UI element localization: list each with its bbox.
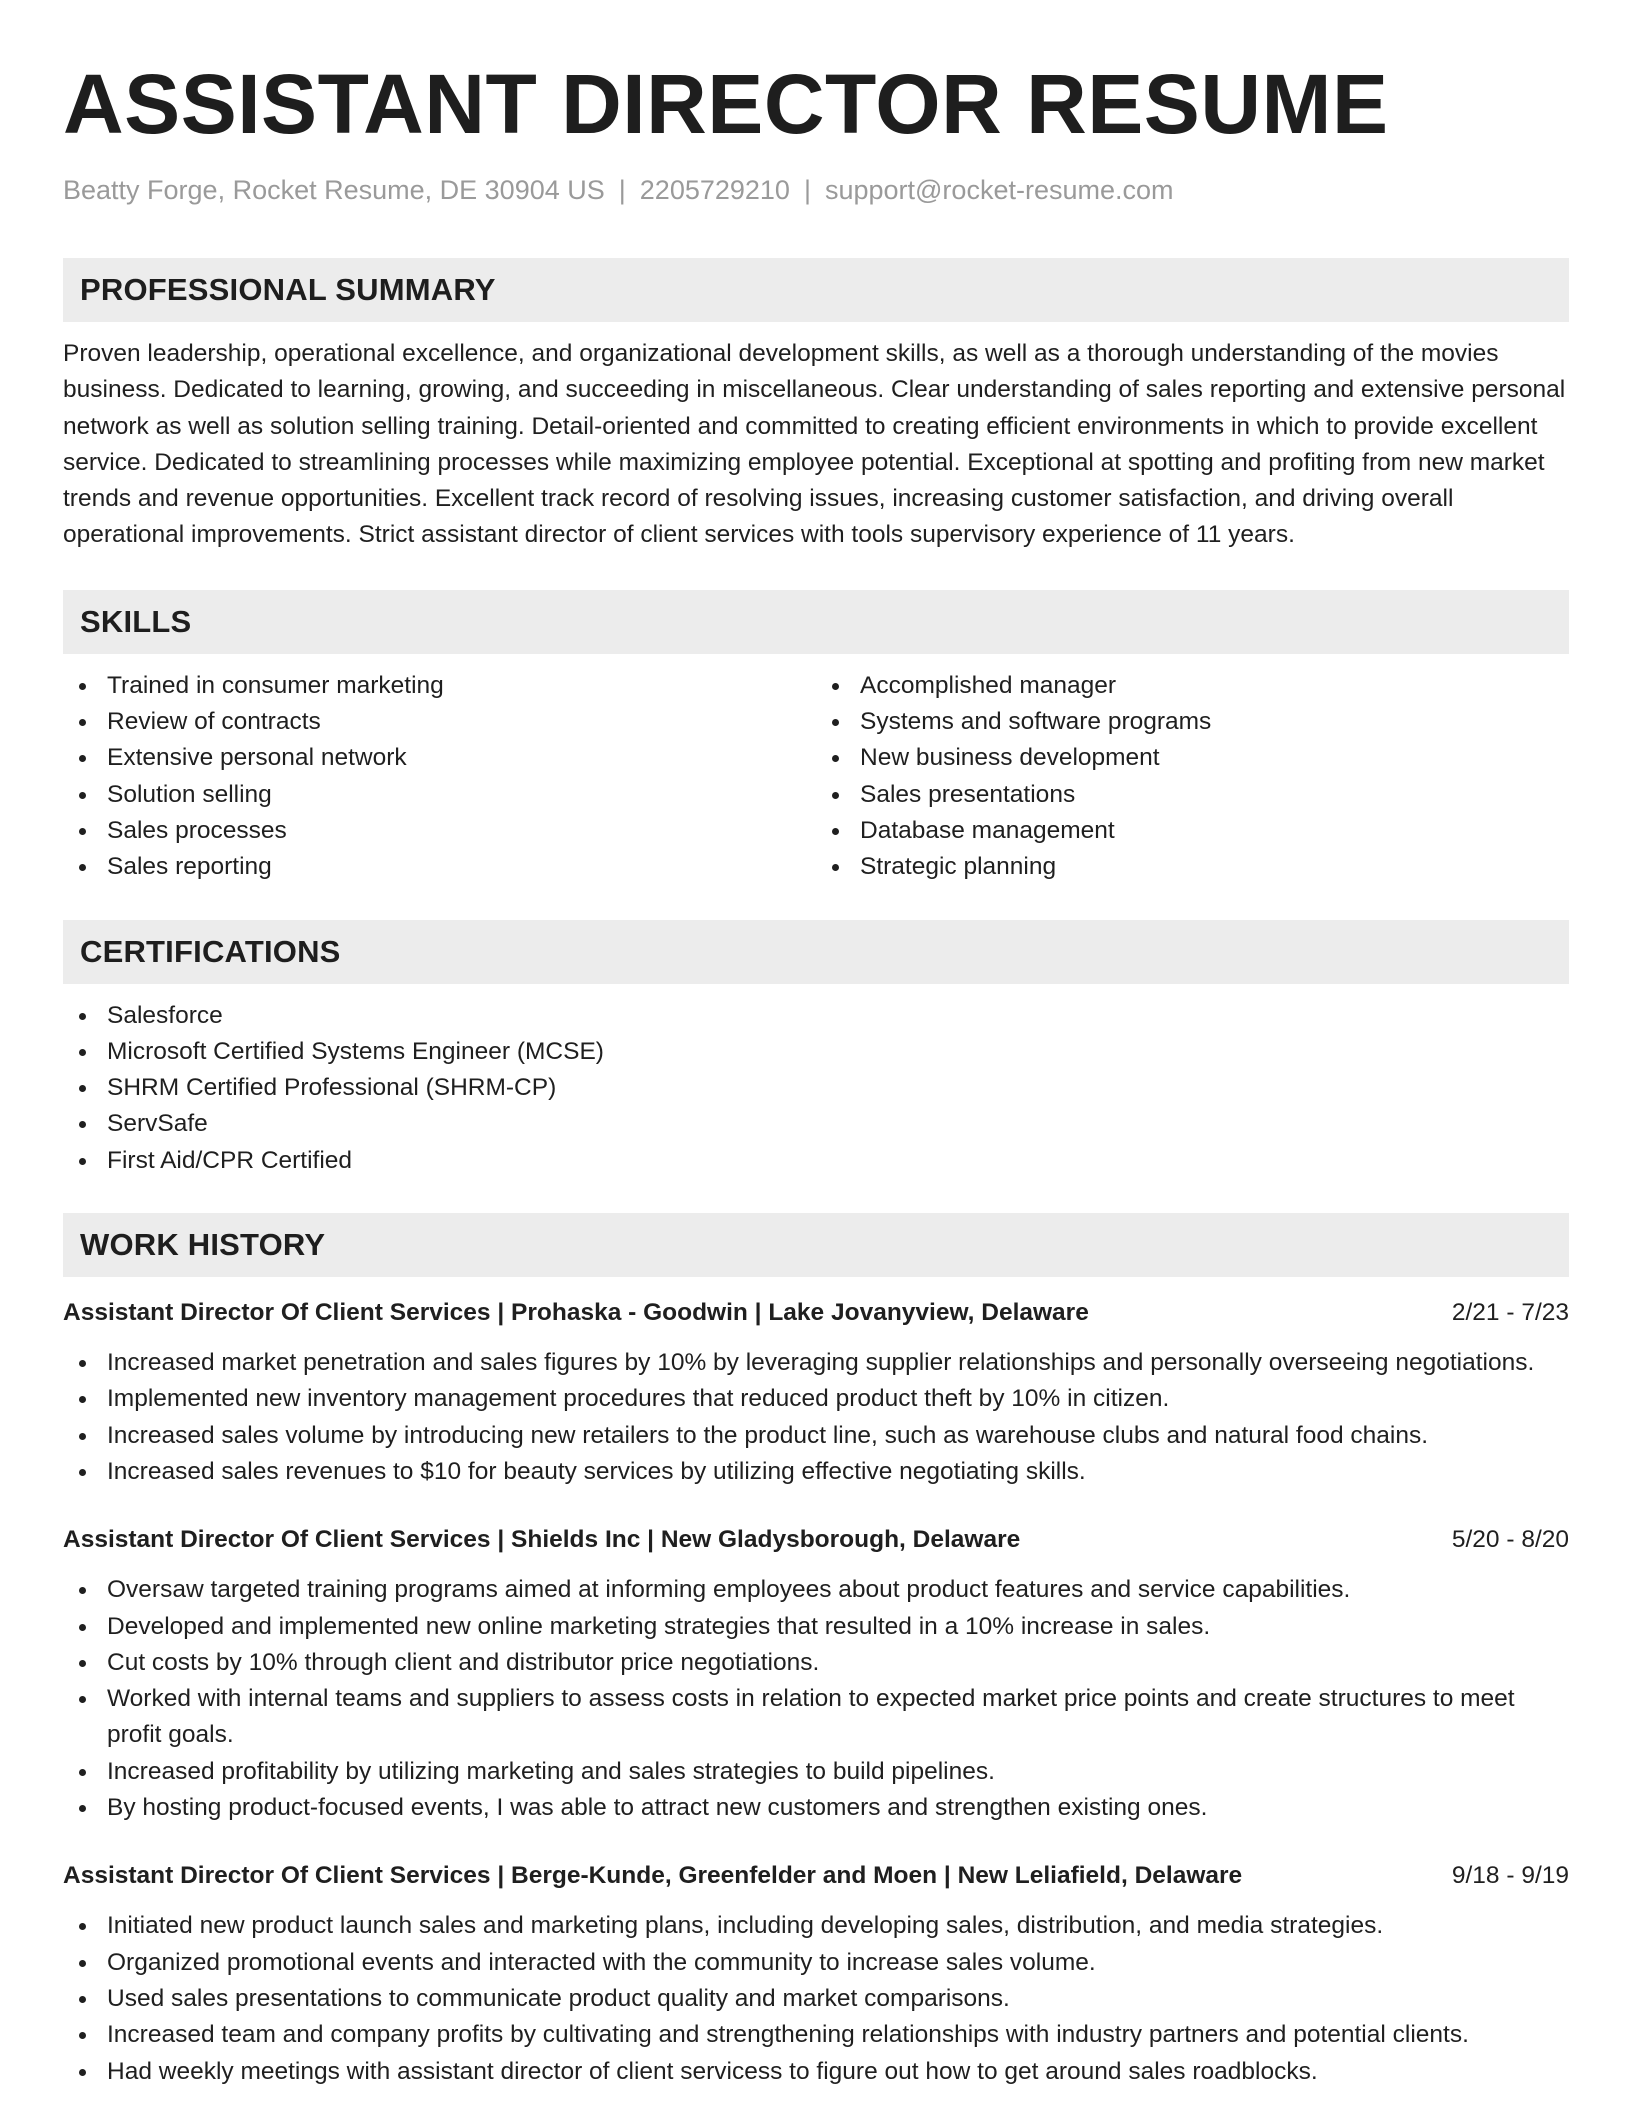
contact-separator: | — [618, 175, 626, 205]
skills-list-right — [816, 668, 1569, 886]
summary-text: Proven leadership, operational excellence, and organizational development skills, as well as a thorough understanding of the movies business. Dedicated to learning, growing, and succeeding in miscellaneous. Clear understanding of sales reporting and extensive personal network as well as solution selling training. Detail-oriented and committed to creating efficient environments in which to provide excellent service. Dedicated to streamlining processes while maximizing employee potential. Exceptional at spotting and profiting from new market trends and revenue opportunities. Excellent track record of resolving issues, increasing customer satisfaction, and driving overall operational improvements. Strict assistant director of client services with tools supervisory experience of 11 years. — [63, 340, 1566, 549]
contact-line — [63, 172, 1569, 208]
skills-section — [63, 590, 1569, 886]
job-title: Assistant Director Of Client Services | Shields Inc | New Gladysborough, Delaware — [63, 1526, 1021, 1554]
job-title: Assistant Director Of Client Services | Berge-Kunde, Greenfelder and Moen | New Leliafield, Delaware — [63, 1862, 1243, 1890]
job-bullet: Had weekly meetings with assistant director of client servicess to figure out how to get around sales roadblocks. — [63, 2054, 1569, 2090]
summary-section — [63, 258, 1569, 554]
job-bullet: Cut costs by 10% through client and distributor price negotiations. — [63, 1645, 1569, 1681]
job-dates: 9/18 - 9/19 — [1451, 1862, 1569, 1890]
job-bullet: Increased sales volume by introducing new retailers to the product line, such as warehouse clubs and natural food chains. — [63, 1418, 1569, 1454]
job-bullet: Increased team and company profits by cultivating and strengthening relationships with industry partners and potential clients. — [63, 2017, 1569, 2053]
skill-item: Accomplished manager — [816, 668, 1569, 704]
skill-item: Review of contracts — [63, 704, 816, 740]
job-entry — [63, 1858, 1569, 2089]
certifications-heading: CERTIFICATIONS — [63, 920, 1569, 984]
skill-item: Trained in consumer marketing — [63, 668, 816, 704]
job-bullet: Implemented new inventory management procedures that reduced product theft by 10% in citizen. — [63, 1381, 1569, 1417]
certification-item: Salesforce — [63, 998, 1569, 1034]
skill-item: Solution selling — [63, 777, 816, 813]
work-history-section — [63, 1213, 1569, 2090]
job-bullet: By hosting product-focused events, I was able to attract new customers and strengthen existing ones. — [63, 1790, 1569, 1826]
job-header — [63, 1295, 1569, 1331]
job-entry — [63, 1522, 1569, 1826]
resume-title: ASSISTANT DIRECTOR RESUME — [63, 57, 1389, 151]
skill-item: Strategic planning — [816, 849, 1569, 885]
skills-columns — [63, 668, 1569, 886]
skill-item: Extensive personal network — [63, 740, 816, 776]
skill-item: Database management — [816, 813, 1569, 849]
work-history-heading: WORK HISTORY — [63, 1213, 1569, 1277]
job-bullet: Initiated new product launch sales and marketing plans, including developing sales, distribution, and media strategies. — [63, 1908, 1569, 1944]
skill-item: Systems and software programs — [816, 704, 1569, 740]
certification-item: First Aid/CPR Certified — [63, 1143, 1569, 1179]
job-bullet: Worked with internal teams and suppliers to assess costs in relation to expected market price points and create structures to meet profit goals. — [63, 1681, 1569, 1754]
job-title: Assistant Director Of Client Services | Prohaska - Goodwin | Lake Jovanyview, Delaware — [63, 1299, 1089, 1327]
job-bullets — [63, 1345, 1569, 1490]
contact-phone: 2205729210 — [639, 175, 790, 205]
job-header — [63, 1858, 1569, 1894]
skill-item: Sales reporting — [63, 849, 816, 885]
skill-item: Sales presentations — [816, 777, 1569, 813]
certification-item: ServSafe — [63, 1106, 1569, 1142]
job-bullets — [63, 1908, 1569, 2089]
skill-item: Sales processes — [63, 813, 816, 849]
job-header — [63, 1522, 1569, 1558]
job-bullets — [63, 1572, 1569, 1826]
job-bullet: Organized promotional events and interacted with the community to increase sales volume. — [63, 1945, 1569, 1981]
contact-address: Beatty Forge, Rocket Resume, DE 30904 US — [63, 175, 605, 205]
summary-heading: PROFESSIONAL SUMMARY — [63, 258, 1569, 322]
certifications-list — [63, 998, 1569, 1179]
job-bullet: Used sales presentations to communicate product quality and market comparisons. — [63, 1981, 1569, 2017]
contact-separator: | — [803, 175, 811, 205]
job-bullet: Oversaw targeted training programs aimed at informing employees about product features and service capabilities. — [63, 1572, 1569, 1608]
skill-item: New business development — [816, 740, 1569, 776]
skills-list-left — [63, 668, 816, 886]
certification-item: SHRM Certified Professional (SHRM-CP) — [63, 1070, 1569, 1106]
job-bullet: Increased profitability by utilizing marketing and sales strategies to build pipelines. — [63, 1754, 1569, 1790]
job-entry — [63, 1295, 1569, 1490]
certification-item: Microsoft Certified Systems Engineer (MCSE) — [63, 1034, 1569, 1070]
contact-email: support@rocket-resume.com — [824, 175, 1174, 205]
certifications-section — [63, 920, 1569, 1179]
job-dates: 2/21 - 7/23 — [1451, 1299, 1569, 1327]
job-bullet: Developed and implemented new online marketing strategies that resulted in a 10% increase in sales. — [63, 1609, 1569, 1645]
job-bullet: Increased sales revenues to $10 for beauty services by utilizing effective negotiating skills. — [63, 1454, 1569, 1490]
skills-heading: SKILLS — [63, 590, 1569, 654]
job-dates: 5/20 - 8/20 — [1451, 1526, 1569, 1554]
job-bullet: Increased market penetration and sales figures by 10% by leveraging supplier relationships and personally overseeing negotiations. — [63, 1345, 1569, 1381]
